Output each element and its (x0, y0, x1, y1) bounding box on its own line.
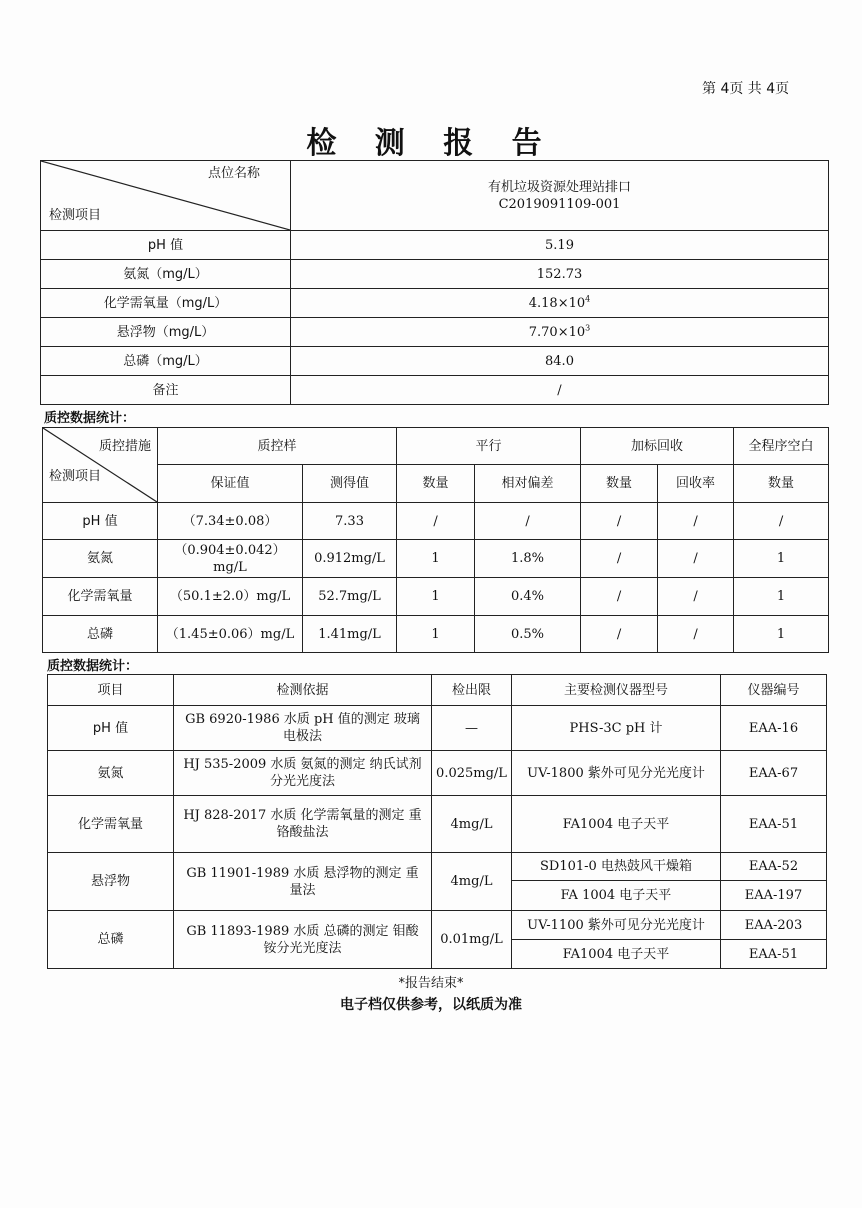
qc-item: 氨氮 (43, 540, 158, 578)
qc-cell: / (581, 503, 658, 540)
qc-cell: 0.4% (475, 578, 581, 616)
method-header: 项目 (48, 675, 174, 706)
instrument-model: SD101-0 电热鼓风干燥箱 (512, 853, 721, 881)
qc-row (43, 578, 829, 616)
method-basis: GB 11893-1989 水质 总磷的测定 钼酸铵分光光度法 (174, 911, 432, 969)
qc-cell: （1.45±0.06）mg/L (158, 616, 303, 653)
result-item: 氨氮（mg/L） (41, 260, 291, 289)
method-limit: — (432, 706, 512, 751)
qc-item: 总磷 (43, 616, 158, 653)
method-header: 检测依据 (174, 675, 432, 706)
qc-cell: / (658, 616, 734, 653)
method-header: 主要检测仪器型号 (512, 675, 721, 706)
qc-cell: / (658, 503, 734, 540)
result-row (41, 289, 829, 318)
method-header: 检出限 (432, 675, 512, 706)
instrument-model: FA 1004 电子天平 (512, 881, 721, 911)
method-basis: GB 6920-1986 水质 pH 值的测定 玻璃电极法 (174, 706, 432, 751)
qc-cell: 52.7mg/L (303, 578, 397, 616)
result-exponent: 3 (585, 323, 591, 333)
result-value-cell (291, 260, 829, 289)
method-header: 仪器编号 (721, 675, 827, 706)
instrument-model: UV-1800 紫外可见分光光度计 (512, 751, 721, 796)
qc-corner-cell (43, 428, 158, 503)
qc-cell: 1.8% (475, 540, 581, 578)
instrument-id: EAA-16 (721, 706, 827, 751)
result-value-cell (291, 376, 829, 405)
disclaimer: 电子档仅供参考，以纸质为准 (340, 997, 522, 1013)
page-number: 第 4页 共 4页 (702, 81, 790, 97)
result-corner-cell (41, 161, 291, 231)
qc-cell: / (581, 578, 658, 616)
qc-cell: / (658, 540, 734, 578)
result-value: 4.18×10 (528, 295, 586, 311)
qc-subheader: 数量 (581, 465, 658, 503)
result-item: 总磷（mg/L） (41, 347, 291, 376)
instrument-model: UV-1100 紫外可见分光光度计 (512, 911, 721, 940)
qc-group-header: 加标回收 (581, 428, 734, 465)
result-item: 化学需氧量（mg/L） (41, 289, 291, 318)
method-row (48, 853, 827, 881)
result-item: pH 值 (41, 231, 291, 260)
result-item: 备注 (41, 376, 291, 405)
result-row (41, 318, 829, 347)
report-end: *报告结束* (398, 976, 464, 991)
result-row (41, 347, 829, 376)
result-value-cell (291, 347, 829, 376)
method-basis: HJ 828-2017 水质 化学需氧量的测定 重铬酸盐法 (174, 796, 432, 853)
qc-subheader: 相对偏差 (475, 465, 581, 503)
qc-cell: / (734, 503, 829, 540)
instrument-model: FA1004 电子天平 (512, 940, 721, 969)
qc-corner-top: 质控措施 (98, 439, 151, 454)
qc-cell: 1 (734, 616, 829, 653)
result-value: 5.19 (545, 237, 574, 253)
method-item: 悬浮物 (48, 853, 174, 911)
qc-item: 化学需氧量 (43, 578, 158, 616)
corner-site-label: 点位名称 (207, 166, 260, 181)
site-name: 有机垃圾资源处理站排口 (487, 179, 631, 195)
result-row (41, 231, 829, 260)
result-value-cell (291, 289, 829, 318)
qc-cell: 1.41mg/L (303, 616, 397, 653)
method-basis: GB 11901-1989 水质 悬浮物的测定 重量法 (174, 853, 432, 911)
qc-cell: 7.33 (303, 503, 397, 540)
qc-cell: 0.5% (475, 616, 581, 653)
qc-group-header: 全程序空白 (734, 428, 829, 465)
qc-cell: / (475, 503, 581, 540)
result-table (40, 160, 829, 405)
qc-cell: / (581, 540, 658, 578)
qc-corner-bottom: 检测项目 (49, 469, 102, 484)
result-value: 7.70×10 (528, 324, 586, 340)
qc-cell: / (397, 503, 475, 540)
method-item: 总磷 (48, 911, 174, 969)
site-code: C2019091109-001 (498, 196, 621, 212)
qc-subheader: 数量 (397, 465, 475, 503)
result-value-cell (291, 318, 829, 347)
qc-item: pH 值 (43, 503, 158, 540)
qc-section-label: 质控数据统计： (44, 411, 136, 426)
report-title: 检 测 报 告 (306, 126, 556, 161)
method-section-label: 质控数据统计： (47, 659, 139, 674)
method-item: pH 值 (48, 706, 174, 751)
result-value-cell (291, 231, 829, 260)
qc-group-header: 平行 (397, 428, 581, 465)
qc-group-header: 质控样 (158, 428, 397, 465)
qc-cell: （7.34±0.08） (158, 503, 303, 540)
result-value: 84.0 (545, 353, 574, 369)
qc-row (43, 503, 829, 540)
instrument-model: PHS-3C pH 计 (512, 706, 721, 751)
result-item: 悬浮物（mg/L） (41, 318, 291, 347)
qc-subheader: 数量 (734, 465, 829, 503)
method-row (48, 796, 827, 853)
method-limit: 0.01mg/L (432, 911, 512, 969)
result-row (41, 376, 829, 405)
method-row (48, 706, 827, 751)
method-item: 化学需氧量 (48, 796, 174, 853)
method-limit: 0.025mg/L (432, 751, 512, 796)
method-row (48, 911, 827, 940)
qc-row (43, 616, 829, 653)
result-value: 152.73 (536, 266, 583, 282)
site-header (291, 161, 829, 231)
instrument-id: EAA-203 (721, 911, 827, 940)
instrument-id: EAA-52 (721, 853, 827, 881)
qc-row (43, 540, 829, 578)
method-table (47, 674, 827, 969)
qc-subheader: 回收率 (658, 465, 734, 503)
instrument-id: EAA-51 (721, 796, 827, 853)
qc-cell: 1 (397, 540, 475, 578)
method-limit: 4mg/L (432, 796, 512, 853)
qc-cell: 1 (397, 578, 475, 616)
instrument-model: FA1004 电子天平 (512, 796, 721, 853)
result-row (41, 260, 829, 289)
result-exponent: 4 (585, 294, 591, 304)
qc-cell: 1 (397, 616, 475, 653)
qc-subheader: 测得值 (303, 465, 397, 503)
qc-cell: 0.912mg/L (303, 540, 397, 578)
qc-cell: （0.904±0.042）mg/L (158, 540, 303, 578)
method-item: 氨氮 (48, 751, 174, 796)
qc-table (42, 427, 829, 653)
method-row (48, 751, 827, 796)
qc-subheader: 保证值 (158, 465, 303, 503)
instrument-id: EAA-197 (721, 881, 827, 911)
qc-cell: 1 (734, 578, 829, 616)
qc-cell: 1 (734, 540, 829, 578)
method-limit: 4mg/L (432, 853, 512, 911)
result-value: / (557, 382, 562, 398)
qc-cell: / (658, 578, 734, 616)
instrument-id: EAA-67 (721, 751, 827, 796)
qc-cell: （50.1±2.0）mg/L (158, 578, 303, 616)
qc-cell: / (581, 616, 658, 653)
corner-item-label: 检测项目 (49, 208, 102, 223)
method-basis: HJ 535-2009 水质 氨氮的测定 纳氏试剂分光光度法 (174, 751, 432, 796)
instrument-id: EAA-51 (721, 940, 827, 969)
